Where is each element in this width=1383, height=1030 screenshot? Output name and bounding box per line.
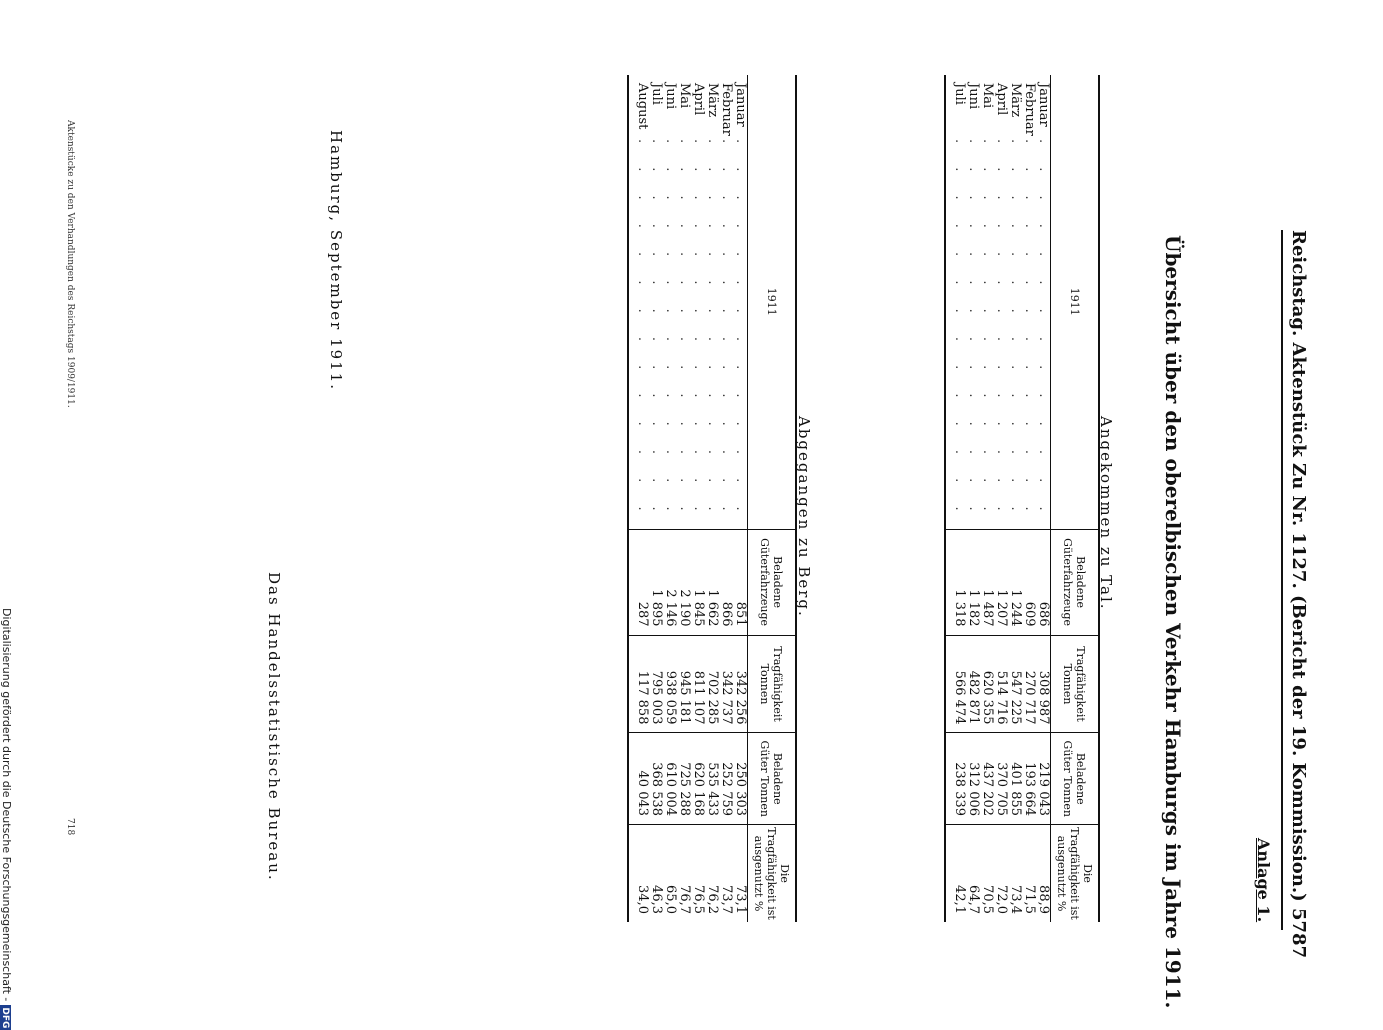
cell-goods: 370 705 xyxy=(994,733,1008,825)
table-row xyxy=(649,75,663,922)
cell-vessels: 1 244 xyxy=(1008,529,1022,635)
table-row xyxy=(966,75,980,922)
cell-capacity: 620 355 xyxy=(980,635,994,733)
cell-goods: 193 664 xyxy=(1022,733,1036,825)
cell-vessels: 1 487 xyxy=(980,529,994,635)
table-header-row xyxy=(748,75,797,922)
cell-goods: 312 006 xyxy=(966,733,980,825)
cell-capacity: 945 181 xyxy=(677,635,691,733)
cell-capacity: 270 717 xyxy=(1022,635,1036,733)
col-header-vessels: Beladene Güterfahrzeuge xyxy=(748,529,797,635)
cell-utilization: 88,9 xyxy=(1036,825,1051,922)
cell-utilization: 65,0 xyxy=(663,825,677,922)
cell-vessels: 609 xyxy=(1022,529,1036,635)
cell-vessels: 1 845 xyxy=(691,529,705,635)
row-month: Mai xyxy=(980,83,995,109)
leader-dots: . . . . . . . . . . . . . . xyxy=(677,139,692,521)
table-row xyxy=(628,75,649,922)
leader-dots: . . . . . . . . . . . . . . xyxy=(663,139,678,521)
table-row xyxy=(705,75,719,922)
leader-dots: . . . . . . . . . . . . . . xyxy=(980,139,995,521)
table-row xyxy=(980,75,994,922)
leader-dots: . . . . . . . . . . . . . . xyxy=(966,139,981,521)
row-month: Januar xyxy=(1036,83,1051,127)
row-month: März xyxy=(1008,83,1023,118)
cell-vessels: 287 xyxy=(628,529,649,635)
cell-utilization: 71,5 xyxy=(1022,825,1036,922)
table-row xyxy=(663,75,677,922)
leader-dots: . . . . . . . . . . . . . . xyxy=(952,139,967,521)
table-header-row xyxy=(1051,75,1100,922)
table-row xyxy=(719,75,733,922)
cell-vessels: 2 146 xyxy=(663,529,677,635)
table-row xyxy=(1036,75,1051,922)
issuing-office: Das Handelsstatistische Bureau. xyxy=(265,572,283,882)
cell-utilization: 73,7 xyxy=(719,825,733,922)
col-header-year: 1911 xyxy=(765,287,778,316)
table-row xyxy=(994,75,1008,922)
cell-goods: 250 303 xyxy=(733,733,748,825)
cell-utilization: 72,0 xyxy=(994,825,1008,922)
cell-vessels: 686 xyxy=(1036,529,1051,635)
table-row xyxy=(677,75,691,922)
cell-capacity: 482 871 xyxy=(966,635,980,733)
cell-utilization: 76,2 xyxy=(705,825,719,922)
cell-utilization: 73,1 xyxy=(733,825,748,922)
cell-utilization: 64,7 xyxy=(966,825,980,922)
row-month: August xyxy=(635,83,650,130)
table-row xyxy=(945,75,966,922)
leader-dots: . . . . . . . . . . . . . . xyxy=(1022,139,1037,521)
row-month: Januar xyxy=(733,83,748,127)
leader-dots: . . . . . . . . . . . . . . xyxy=(1036,139,1051,521)
running-header: Reichstag. Aktenstück Zu Nr. 1127. (Bericht der 19. Kommission.) xyxy=(1288,230,1309,902)
col-header-capacity: Tragfähigkeit Tonnen xyxy=(748,635,797,733)
cell-goods: 725 288 xyxy=(677,733,691,825)
table-angekommen xyxy=(944,75,1100,922)
row-month: Februar xyxy=(1022,83,1037,136)
cell-goods: 535 433 xyxy=(705,733,719,825)
row-month: Februar xyxy=(719,83,734,136)
dfg-note-text: Digitalisierung gefördert durch die Deutsche Forschungsgemeinschaft - xyxy=(0,608,13,1002)
cell-goods: 401 855 xyxy=(1008,733,1022,825)
cell-goods: 40 043 xyxy=(628,733,649,825)
cell-utilization: 42,1 xyxy=(945,825,966,922)
cell-vessels: 1 662 xyxy=(705,529,719,635)
cell-vessels: 2 190 xyxy=(677,529,691,635)
row-month: April xyxy=(691,83,706,116)
cell-utilization: 73,4 xyxy=(1008,825,1022,922)
cell-capacity: 811 107 xyxy=(691,635,705,733)
row-month: Juni xyxy=(966,83,981,110)
cell-goods: 368 538 xyxy=(649,733,663,825)
section-caption-abgegangen: Abgegangen zu Berg. xyxy=(795,416,813,618)
row-month: März xyxy=(705,83,720,118)
col-header-year: 1911 xyxy=(1068,287,1081,316)
cell-capacity: 514 716 xyxy=(994,635,1008,733)
row-month: Juni xyxy=(663,83,678,110)
cell-utilization: 46,3 xyxy=(649,825,663,922)
leader-dots: . . . . . . . . . . . . . . xyxy=(733,139,748,521)
place-date: Hamburg, September 1911. xyxy=(327,130,345,392)
table-row xyxy=(733,75,748,922)
cell-goods: 219 043 xyxy=(1036,733,1051,825)
cell-utilization: 34,0 xyxy=(628,825,649,922)
col-header-capacity: Tragfähigkeit Tonnen xyxy=(1051,635,1100,733)
leader-dots: . . . . . . . . . . . . . . xyxy=(719,139,734,521)
dfg-note xyxy=(0,608,13,1030)
table-row xyxy=(691,75,705,922)
row-month: Juli xyxy=(649,83,664,105)
cell-capacity: 342 737 xyxy=(719,635,733,733)
cell-goods: 437 202 xyxy=(980,733,994,825)
leader-dots: . . . . . . . . . . . . . . xyxy=(635,139,650,521)
leader-dots: . . . . . . . . . . . . . . xyxy=(994,139,1009,521)
footer-source: Aktenstücke zu den Verhandlungen des Reichstags 1909/1911. xyxy=(65,120,75,408)
cell-capacity: 566 474 xyxy=(945,635,966,733)
cell-goods: 620 168 xyxy=(691,733,705,825)
cell-capacity: 547 225 xyxy=(1008,635,1022,733)
cell-capacity: 117 858 xyxy=(628,635,649,733)
col-header-goods: Beladene Güter Tonnen xyxy=(1051,733,1100,825)
cell-vessels: 851 xyxy=(733,529,748,635)
cell-capacity: 342 256 xyxy=(733,635,748,733)
footer-page-number: 718 xyxy=(65,818,75,836)
cell-vessels: 1 207 xyxy=(994,529,1008,635)
leader-dots: . . . . . . . . . . . . . . xyxy=(705,139,720,521)
row-month: Juli xyxy=(952,83,967,105)
document-title: Übersicht über den oberelbischen Verkehr Hamburgs im Jahre 1911. xyxy=(1161,235,1185,1009)
cell-utilization: 70,5 xyxy=(980,825,994,922)
cell-capacity: 308 987 xyxy=(1036,635,1051,733)
cell-capacity: 795 003 xyxy=(649,635,663,733)
row-month: Mai xyxy=(677,83,692,109)
table-row xyxy=(1022,75,1036,922)
header-rule xyxy=(1281,230,1283,930)
dfg-logo-icon: DFG xyxy=(0,1007,10,1029)
col-header-utilization: Die Tragfähigkeit ist ausgenutzt % xyxy=(1051,825,1100,922)
section-caption-angekommen: Angekommen zu Tal. xyxy=(1097,416,1115,611)
page-number-header: 5787 xyxy=(1288,908,1309,959)
anlage-label: Anlage 1. xyxy=(1254,838,1273,923)
leader-dots: . . . . . . . . . . . . . . xyxy=(691,139,706,521)
col-header-vessels: Beladene Güterfahrzeuge xyxy=(1051,529,1100,635)
cell-goods: 238 339 xyxy=(945,733,966,825)
col-header-utilization: Die Tragfähigkeit ist ausgenutzt % xyxy=(748,825,797,922)
table-row xyxy=(1008,75,1022,922)
cell-utilization: 76,5 xyxy=(691,825,705,922)
table-abgegangen xyxy=(627,75,797,922)
col-header-goods: Beladene Güter Tonnen xyxy=(748,733,797,825)
cell-vessels: 866 xyxy=(719,529,733,635)
cell-goods: 252 759 xyxy=(719,733,733,825)
cell-capacity: 702 285 xyxy=(705,635,719,733)
leader-dots: . . . . . . . . . . . . . . xyxy=(649,139,664,521)
cell-vessels: 1 318 xyxy=(945,529,966,635)
cell-utilization: 76,7 xyxy=(677,825,691,922)
cell-goods: 610 004 xyxy=(663,733,677,825)
cell-capacity: 938 059 xyxy=(663,635,677,733)
cell-vessels: 1 182 xyxy=(966,529,980,635)
leader-dots: . . . . . . . . . . . . . . xyxy=(1008,139,1023,521)
row-month: April xyxy=(994,83,1009,116)
cell-vessels: 1 895 xyxy=(649,529,663,635)
